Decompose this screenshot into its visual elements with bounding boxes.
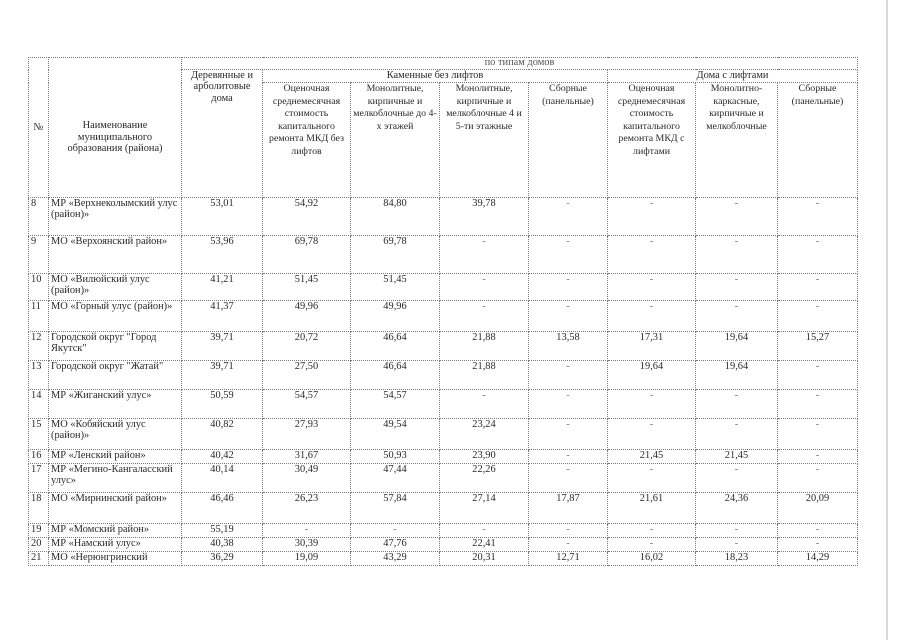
value-cell: - — [440, 274, 529, 301]
table-row — [29, 493, 858, 524]
stone-no-lift-header: Каменные без лифтов — [263, 70, 608, 83]
value-cell: - — [696, 198, 778, 236]
row-number: 21 — [29, 552, 49, 566]
value-cell: 46,64 — [351, 361, 440, 390]
value-cell: - — [778, 464, 858, 493]
value-cell: 53,96 — [182, 236, 263, 274]
value-cell: 47,44 — [351, 464, 440, 493]
value-cell: 24,36 — [696, 493, 778, 524]
value-cell: - — [778, 450, 858, 464]
wooden-header: Деревянные и арболитовые дома — [182, 70, 263, 198]
value-cell: - — [529, 524, 608, 538]
subcol-header: Монолитно-каркасные, кирпичные и мелкоблочные — [696, 83, 778, 198]
row-number: 16 — [29, 450, 49, 464]
municipality-name: МР «Верхнеколымский улус (район)» — [49, 198, 182, 236]
value-cell: 18,23 — [696, 552, 778, 566]
value-cell: 39,78 — [440, 198, 529, 236]
value-cell: 21,45 — [696, 450, 778, 464]
value-cell: - — [778, 361, 858, 390]
row-number: 10 — [29, 274, 49, 301]
table-row — [29, 419, 858, 450]
value-cell: - — [440, 390, 529, 419]
value-cell: - — [608, 524, 696, 538]
table-row — [29, 236, 858, 274]
table-row — [29, 450, 858, 464]
value-cell: - — [696, 390, 778, 419]
value-cell: - — [608, 390, 696, 419]
municipality-name: МО «Нерюнгринский — [49, 552, 182, 566]
value-cell: - — [263, 524, 351, 538]
row-number: 12 — [29, 332, 49, 361]
value-cell: 21,61 — [608, 493, 696, 524]
value-cell: 21,88 — [440, 361, 529, 390]
subcol-header: Сборные (панельные) — [778, 83, 858, 198]
row-number: 17 — [29, 464, 49, 493]
row-number: 20 — [29, 538, 49, 552]
value-cell: - — [608, 419, 696, 450]
value-cell: 31,67 — [263, 450, 351, 464]
value-cell: - — [608, 198, 696, 236]
value-cell: 27,14 — [440, 493, 529, 524]
subcol-header: Оценочная среднемесячная стоимость капитального ремонта МКД с лифтами — [608, 83, 696, 198]
value-cell: 54,57 — [263, 390, 351, 419]
value-cell: 20,72 — [263, 332, 351, 361]
value-cell: 54,57 — [351, 390, 440, 419]
value-cell: - — [440, 524, 529, 538]
subcol-header: Монолитные, кирпичные и мелкоблочные 4 и 5-ти этажные — [440, 83, 529, 198]
value-cell: 21,45 — [608, 450, 696, 464]
municipality-name: МР «Момский район» — [49, 524, 182, 538]
value-cell: - — [778, 538, 858, 552]
value-cell: - — [608, 274, 696, 301]
subcol-header: Монолитные, кирпичные и мелкоблочные до 4-х этажей — [351, 83, 440, 198]
value-cell: 53,01 — [182, 198, 263, 236]
value-cell: 30,39 — [263, 538, 351, 552]
row-number: 15 — [29, 419, 49, 450]
value-cell: 40,42 — [182, 450, 263, 464]
municipality-name: МО «Мирнинский район» — [49, 493, 182, 524]
value-cell: 51,45 — [351, 274, 440, 301]
value-cell: 46,46 — [182, 493, 263, 524]
value-cell: - — [608, 301, 696, 332]
table-row — [29, 274, 858, 301]
scan-edge — [886, 0, 888, 640]
value-cell: - — [529, 464, 608, 493]
value-cell: 50,93 — [351, 450, 440, 464]
value-cell: - — [529, 390, 608, 419]
value-cell: 19,64 — [696, 361, 778, 390]
value-cell: - — [778, 236, 858, 274]
row-number: 18 — [29, 493, 49, 524]
municipality-name: МР «Намский улус» — [49, 538, 182, 552]
municipality-name: МР «Жиганский улус» — [49, 390, 182, 419]
value-cell: - — [529, 301, 608, 332]
name-header: Наименование муниципального образования (района) — [49, 58, 182, 198]
value-cell: 49,96 — [263, 301, 351, 332]
row-number: 19 — [29, 524, 49, 538]
value-cell: - — [696, 301, 778, 332]
value-cell: 49,96 — [351, 301, 440, 332]
value-cell: 50,59 — [182, 390, 263, 419]
value-cell: - — [778, 301, 858, 332]
lift-header: Дома с лифтами — [608, 70, 858, 83]
value-cell: - — [529, 274, 608, 301]
table-row — [29, 332, 858, 361]
table-row — [29, 390, 858, 419]
value-cell: 19,64 — [608, 361, 696, 390]
value-cell: 54,92 — [263, 198, 351, 236]
value-cell: 23,24 — [440, 419, 529, 450]
value-cell: - — [608, 538, 696, 552]
value-cell: - — [440, 236, 529, 274]
value-cell: - — [778, 274, 858, 301]
value-cell: 27,93 — [263, 419, 351, 450]
value-cell: 20,09 — [778, 493, 858, 524]
municipality-name: МО «Верхоянский район» — [49, 236, 182, 274]
value-cell: - — [529, 198, 608, 236]
municipality-name: МР «Ленский район» — [49, 450, 182, 464]
value-cell: - — [778, 419, 858, 450]
municipality-name: Городской округ "Город Якутск" — [49, 332, 182, 361]
table-row — [29, 198, 858, 236]
value-cell: 43,29 — [351, 552, 440, 566]
by-type-header: по типам домов — [182, 58, 858, 70]
value-cell: 19,09 — [263, 552, 351, 566]
value-cell: 49,54 — [351, 419, 440, 450]
value-cell: 16,02 — [608, 552, 696, 566]
value-cell: 17,87 — [529, 493, 608, 524]
value-cell: 41,37 — [182, 301, 263, 332]
municipality-name: МО «Кобяйский улус (район)» — [49, 419, 182, 450]
value-cell: - — [696, 524, 778, 538]
value-cell: - — [696, 236, 778, 274]
value-cell: - — [608, 464, 696, 493]
data-table — [28, 57, 858, 566]
table-row — [29, 538, 858, 552]
table-row — [29, 361, 858, 390]
value-cell: - — [440, 301, 529, 332]
value-cell: - — [778, 198, 858, 236]
municipality-name: МР «Мегино-Кангаласский улус» — [49, 464, 182, 493]
value-cell: 13,58 — [529, 332, 608, 361]
value-cell: 39,71 — [182, 332, 263, 361]
value-cell: - — [351, 524, 440, 538]
value-cell: 84,80 — [351, 198, 440, 236]
value-cell: - — [608, 236, 696, 274]
value-cell: 20,31 — [440, 552, 529, 566]
value-cell: 41,21 — [182, 274, 263, 301]
value-cell: 21,88 — [440, 332, 529, 361]
table-row — [29, 464, 858, 493]
value-cell: 40,38 — [182, 538, 263, 552]
value-cell: 22,26 — [440, 464, 529, 493]
value-cell: - — [529, 538, 608, 552]
value-cell: 17,31 — [608, 332, 696, 361]
table-row — [29, 301, 858, 332]
row-number: 8 — [29, 198, 49, 236]
value-cell: 40,82 — [182, 419, 263, 450]
value-cell: 15,27 — [778, 332, 858, 361]
value-cell: 14,29 — [778, 552, 858, 566]
row-number: 14 — [29, 390, 49, 419]
value-cell: 47,76 — [351, 538, 440, 552]
value-cell: - — [778, 390, 858, 419]
value-cell: 36,29 — [182, 552, 263, 566]
value-cell: - — [696, 419, 778, 450]
value-cell: 22,41 — [440, 538, 529, 552]
municipality-name: МО «Вилюйский улус (район)» — [49, 274, 182, 301]
row-number: 11 — [29, 301, 49, 332]
value-cell: - — [529, 236, 608, 274]
value-cell: 12,71 — [529, 552, 608, 566]
value-cell: 46,64 — [351, 332, 440, 361]
value-cell: - — [696, 464, 778, 493]
value-cell: 39,71 — [182, 361, 263, 390]
value-cell: 19,64 — [696, 332, 778, 361]
value-cell: 55,19 — [182, 524, 263, 538]
value-cell: 40,14 — [182, 464, 263, 493]
subcol-header: Оценочная среднемесячная стоимость капитального ремонта МКД без лифтов — [263, 83, 351, 198]
value-cell: 69,78 — [351, 236, 440, 274]
value-cell: 57,84 — [351, 493, 440, 524]
value-cell: - — [529, 419, 608, 450]
municipality-name: Городской округ "Жатай" — [49, 361, 182, 390]
table-row — [29, 524, 858, 538]
value-cell: - — [696, 274, 778, 301]
value-cell: - — [696, 538, 778, 552]
value-cell: 26,23 — [263, 493, 351, 524]
municipality-name: МО «Горный улус (район)» — [49, 301, 182, 332]
value-cell: 23,90 — [440, 450, 529, 464]
value-cell: - — [529, 361, 608, 390]
row-number: 9 — [29, 236, 49, 274]
row-number: 13 — [29, 361, 49, 390]
value-cell: 51,45 — [263, 274, 351, 301]
value-cell: 27,50 — [263, 361, 351, 390]
table-row — [29, 552, 858, 566]
num-header: № — [29, 58, 49, 198]
value-cell: - — [529, 450, 608, 464]
value-cell: 30,49 — [263, 464, 351, 493]
value-cell: - — [778, 524, 858, 538]
value-cell: 69,78 — [263, 236, 351, 274]
subcol-header: Сборные (панельные) — [529, 83, 608, 198]
